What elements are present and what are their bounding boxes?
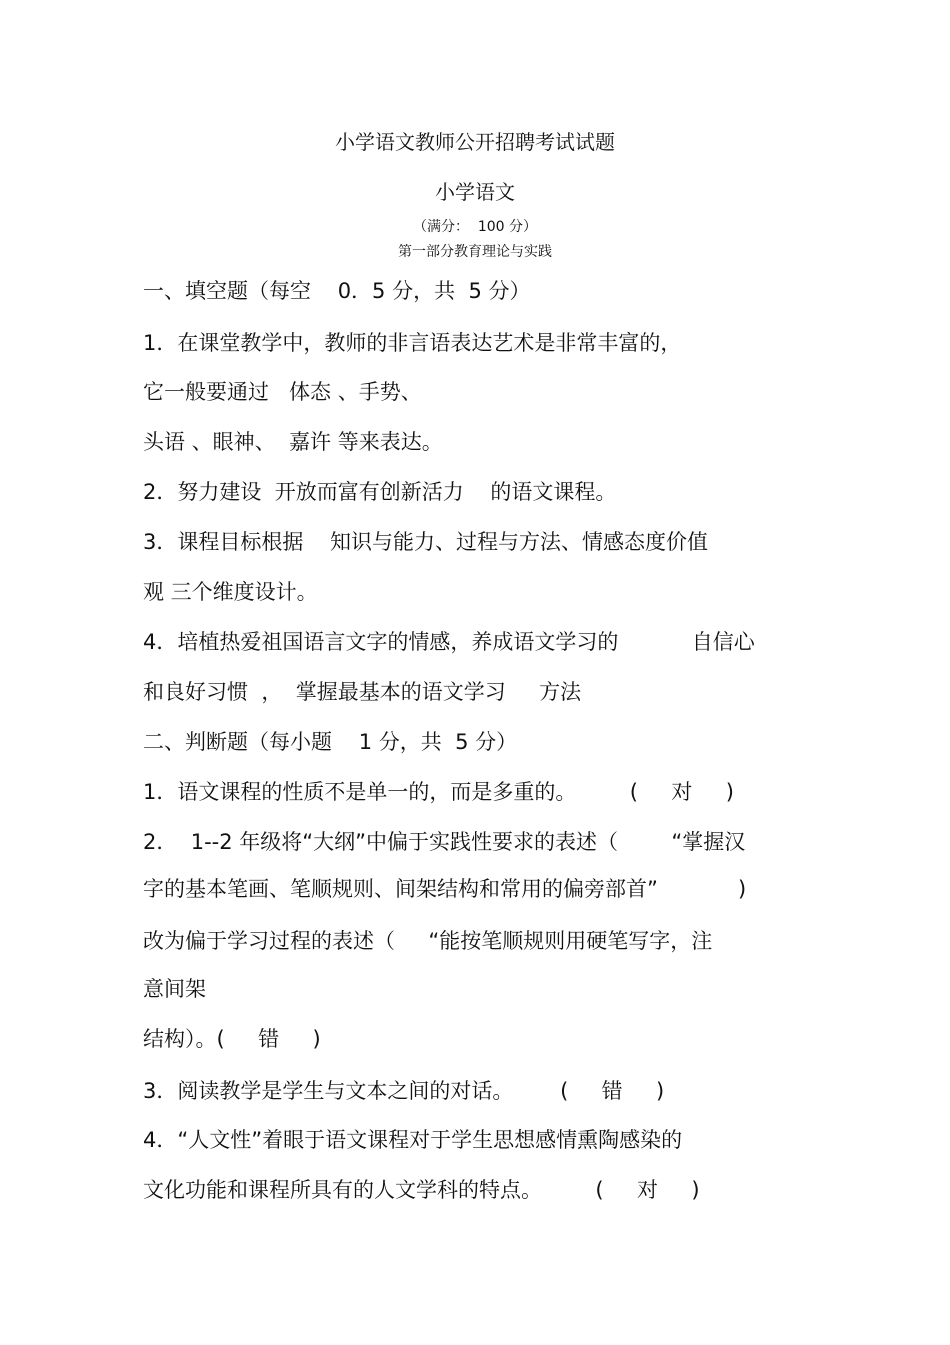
score-note: （满分： 100 分）: [412, 219, 538, 235]
question-line: 2． 1--2 年级将“大纲”中偏于实践性要求的表述（ “掌握汉: [143, 830, 746, 854]
question-line: 结构）。( 错 ): [143, 1027, 321, 1051]
question-line: 和良好习惯 ， 掌握最基本的语文学习 方法: [143, 680, 582, 704]
exam-title: 小学语文教师公开招聘考试试题: [335, 130, 615, 154]
question-line: 它一般要通过 体态 、手势、: [143, 380, 422, 404]
part-heading: 第一部分教育理论与实践: [398, 244, 552, 260]
question-line: 1．在课堂教学中，教师的非言语表达艺术是非常丰富的，: [143, 331, 682, 355]
question-line: 字的基本笔画、笔顺规则、间架结构和常用的偏旁部首” ): [143, 877, 747, 901]
question-line: 文化功能和课程所具有的人文学科的特点。 ( 对 ): [143, 1178, 700, 1202]
question-line: 3．课程目标根据 知识与能力、过程与方法、情感态度价值: [143, 530, 709, 554]
subject-label: 小学语文: [435, 180, 515, 204]
question-line: 4．培植热爱祖国语言文字的情感，养成语文学习的 自信心: [143, 630, 755, 654]
question-line: 头语 、眼神、 嘉许 等来表达。: [143, 430, 443, 454]
section-heading-true-false: 二、判断题（每小题 1 分，共 5 分）: [143, 730, 518, 754]
question-line: 4．“人文性”着眼于语文课程对于学生思想感情熏陶感染的: [143, 1128, 683, 1152]
section-heading-fill-blank: 一、填空题（每空 0．5 分，共 5 分）: [143, 279, 531, 303]
question-line: 观 三个维度设计。: [143, 580, 318, 604]
question-line: 3．阅读教学是学生与文本之间的对话。 ( 错 ): [143, 1079, 665, 1103]
question-line: 意间架: [143, 977, 206, 1001]
question-line: 2．努力建设 开放而富有创新活力 的语文课程。: [143, 480, 617, 504]
question-line: 改为偏于学习过程的表述（ “能按笔顺规则用硬笔写字，注: [143, 929, 713, 953]
question-line: 1．语文课程的性质不是单一的，而是多重的。 ( 对 ): [143, 780, 734, 804]
